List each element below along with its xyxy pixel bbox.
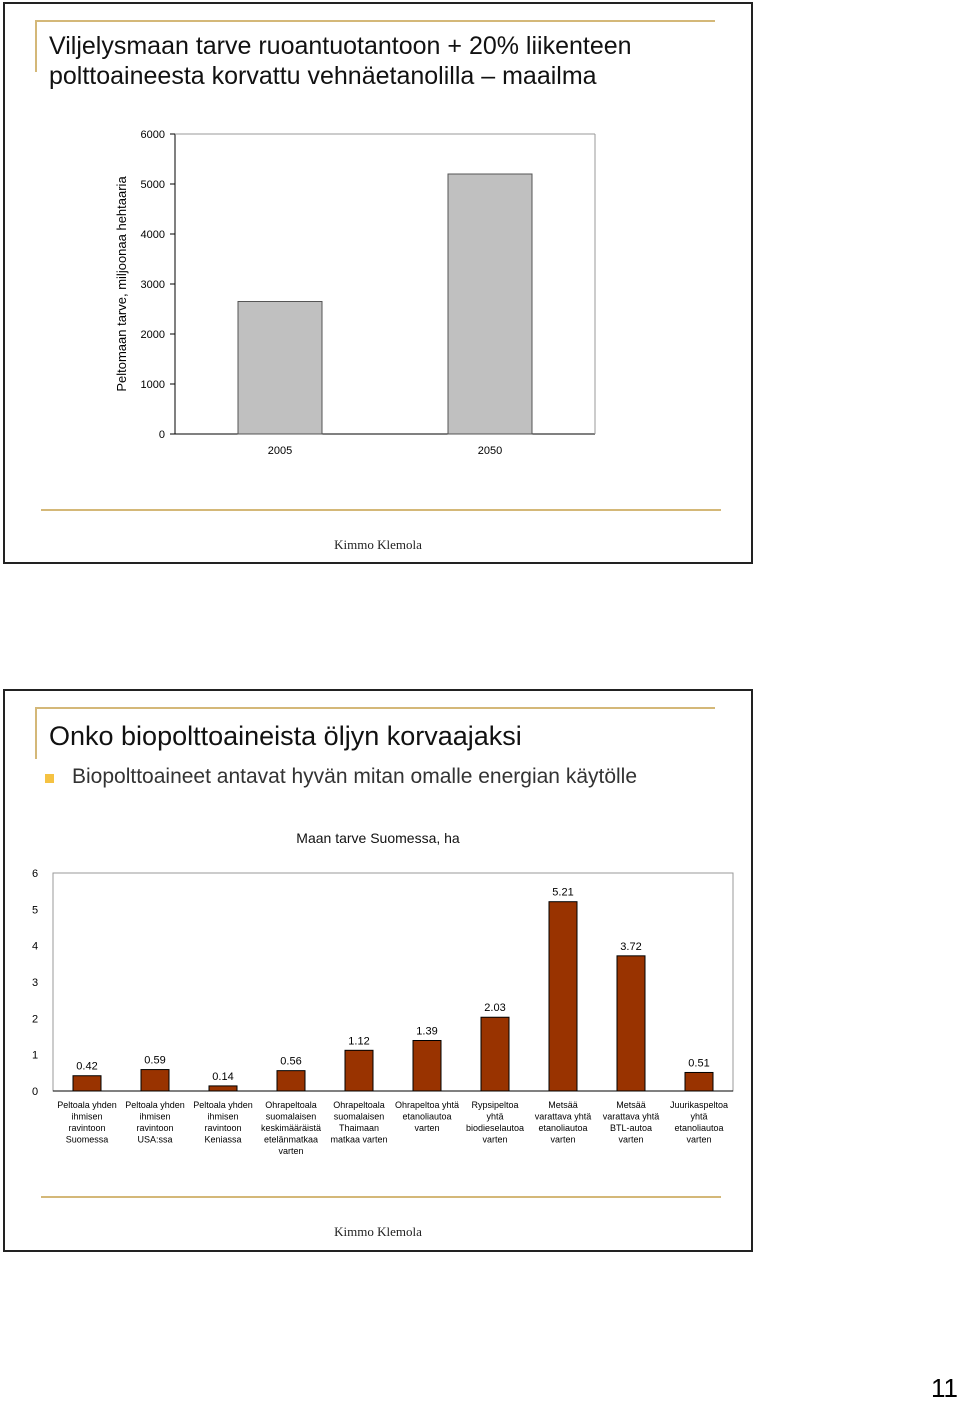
footer-accent-line (41, 1196, 721, 1198)
x-tick-label-line: ravintoon (204, 1123, 242, 1133)
bullet-text: Biopolttoaineet antavat hyvän mitan omalle energian käytölle (72, 765, 638, 788)
x-tick-label-line: varattava yhtä (534, 1111, 592, 1122)
y-tick-label: 2 (31, 1013, 39, 1026)
x-tick-label-line: ravintoon (68, 1123, 106, 1133)
x-tick-label-line: varten (550, 1134, 576, 1145)
x-tick-label-line: Metsää (548, 1100, 578, 1110)
x-tick-label (466, 1100, 524, 1145)
y-tick-label: 0 (158, 429, 165, 441)
x-tick-label-line: etanoliautoa (402, 1111, 452, 1122)
y-tick-label: 5 (31, 904, 39, 917)
slide-title-line-1: Viljelysmaan tarve ruoantuotantoon + 20% liikenteen (49, 32, 632, 60)
slide-1 (3, 2, 753, 564)
footer-accent-line (41, 509, 721, 511)
slide-title-line-2: polttoaineesta korvattu vehnäetanolilla – maailma (49, 62, 597, 90)
data-label: 3.72 (620, 940, 642, 953)
x-tick-label-line: ihmisen (207, 1111, 239, 1122)
bar (238, 302, 322, 435)
x-tick-label-line: BTL-autoa (609, 1123, 653, 1133)
data-label: 0.59 (144, 1054, 166, 1067)
data-label: 1.12 (348, 1035, 370, 1048)
y-tick-label: 5000 (140, 179, 165, 191)
y-tick-label: 3 (31, 977, 39, 989)
bar (141, 1070, 169, 1091)
title-accent-line-vertical (35, 707, 37, 759)
x-tick-label-line: yhtä (690, 1111, 708, 1122)
x-tick-label-line: Suomessa (65, 1134, 109, 1145)
bar (685, 1072, 713, 1091)
slide-title (49, 31, 632, 91)
bar (448, 174, 532, 434)
bar (549, 902, 577, 1091)
x-tick-label-line: suomalaisen (333, 1111, 385, 1122)
chart-title: Maan tarve Suomessa, ha (296, 830, 460, 846)
x-tick-label-line: varattava yhtä (602, 1111, 660, 1122)
x-tick-label (57, 1100, 117, 1145)
x-tick-label-line: varten (278, 1146, 304, 1156)
bar (73, 1076, 101, 1091)
bullet-icon (45, 774, 54, 783)
data-label: 0.51 (688, 1057, 710, 1070)
x-tick-label-line: keskimääräistä (260, 1123, 322, 1133)
x-tick-label-line: ravintoon (136, 1123, 174, 1133)
x-tick-label-line: varten (686, 1134, 712, 1145)
x-tick-label-line: etelänmatkaa (263, 1134, 319, 1145)
y-tick-label: 2000 (140, 329, 165, 341)
bar (209, 1086, 237, 1091)
x-tick-label-line: Metsää (616, 1100, 646, 1110)
x-tick-label (193, 1100, 253, 1145)
y-tick-label: 0 (31, 1086, 39, 1098)
bar (277, 1071, 305, 1091)
x-tick-label (395, 1100, 459, 1133)
x-tick-label-line: etanoliautoa (538, 1123, 588, 1133)
bar (345, 1050, 373, 1091)
x-tick-label-line: Ohrapeltoala (265, 1100, 317, 1110)
x-tick-label (330, 1100, 387, 1145)
y-tick-label: 6 (31, 868, 39, 880)
bar (617, 956, 645, 1091)
y-tick-label: 4000 (140, 229, 165, 241)
y-axis-label: Peltomaan tarve, miljoonaa hehtaaria (114, 176, 129, 392)
x-tick-label-line: USA:ssa (137, 1134, 173, 1145)
land-demand-finland-chart (5, 861, 751, 1161)
cropland-demand-chart (100, 109, 700, 479)
data-label: 5.21 (552, 886, 574, 899)
slide-title: Onko biopolttoaineista öljyn korvaajaksi (49, 721, 522, 751)
x-tick-label-line: Juurikaspeltoa (669, 1100, 729, 1110)
x-tick-label-line: Ohrapeltoa yhtä (394, 1100, 460, 1110)
x-tick-label-line: ihmisen (71, 1111, 103, 1122)
x-tick-label (125, 1100, 185, 1145)
y-tick-label: 6000 (140, 129, 165, 141)
title-accent-line (35, 20, 715, 22)
x-tick-label-line: Rypsipeltoa (471, 1100, 519, 1110)
x-tick-label-line: varten (618, 1134, 644, 1145)
x-tick-label-line: Peltoala yhden (57, 1100, 117, 1110)
x-tick-label-line: varten (482, 1134, 508, 1145)
data-label: 0.14 (212, 1070, 234, 1083)
x-tick-label (535, 1100, 592, 1145)
x-tick-label: 2005 (267, 445, 293, 457)
x-tick-label-line: varten (414, 1123, 440, 1133)
x-tick-label-line: etanoliautoa (674, 1123, 724, 1133)
y-tick-label: 4 (31, 940, 39, 953)
x-tick-label-line: biodieselautoa (465, 1123, 525, 1133)
slide-2 (3, 689, 753, 1252)
bar (481, 1017, 509, 1091)
bar (413, 1040, 441, 1091)
title-accent-line-vertical (35, 20, 37, 72)
title-accent-line (35, 707, 715, 709)
x-tick-label (261, 1100, 321, 1156)
x-tick-label-line: Thaimaan (338, 1123, 380, 1133)
x-tick-label (670, 1100, 728, 1145)
x-tick-label-line: suomalaisen (265, 1111, 317, 1122)
x-tick-label-line: matkaa varten (330, 1134, 388, 1145)
y-tick-label: 1000 (140, 379, 165, 391)
y-tick-label: 3000 (140, 279, 165, 291)
x-tick-label-line: Ohrapeltoala (333, 1100, 385, 1110)
x-tick-label-line: Peltoala yhden (125, 1100, 185, 1110)
data-label: 0.42 (76, 1060, 98, 1073)
slide-footer: Kimmo Klemola (334, 537, 422, 552)
data-label: 0.56 (280, 1055, 302, 1068)
x-tick-label-line: ihmisen (139, 1111, 171, 1122)
x-tick-label (603, 1100, 660, 1145)
x-tick-label-line: Keniassa (204, 1134, 242, 1145)
y-tick-label: 1 (31, 1049, 39, 1062)
data-label: 2.03 (484, 1002, 506, 1015)
x-tick-label-line: yhtä (486, 1111, 504, 1122)
x-tick-label: 2050 (477, 445, 503, 457)
page-number: 11 (931, 1373, 958, 1403)
data-label: 1.39 (416, 1025, 438, 1038)
x-tick-label-line: Peltoala yhden (193, 1100, 253, 1110)
slide-footer: Kimmo Klemola (334, 1224, 422, 1239)
